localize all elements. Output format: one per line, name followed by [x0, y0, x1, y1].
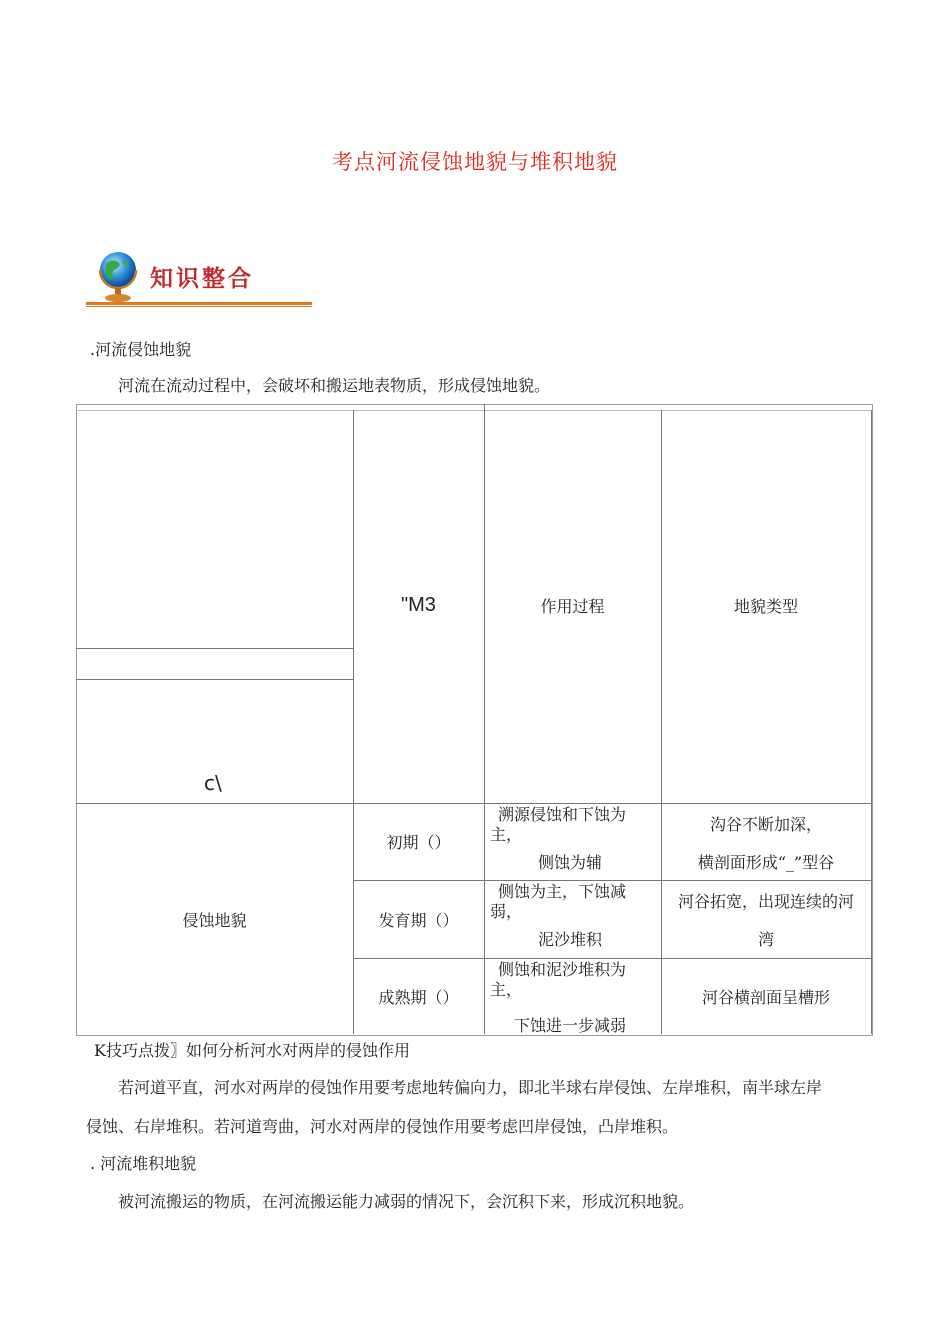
header-process: 作用过程: [540, 597, 605, 616]
stray-mark: c\: [204, 771, 222, 795]
stage-developing: 发育期（）: [378, 911, 459, 930]
type-early-line1: 沟谷不断加深，: [709, 815, 822, 834]
tip-line1: 若河道平直，河水对两岸的侵蚀作用要考虑地转偏向力，即北半球右岸侵蚀、左岸堆积，南半球左岸: [118, 1078, 823, 1097]
section1-heading: .河流侵蚀地貌: [90, 340, 192, 359]
table-rule: [76, 803, 872, 804]
landform-table: [76, 404, 873, 1036]
tip-heading: K技巧点拨〗如何分析河水对两岸的侵蚀作用: [94, 1041, 410, 1060]
process-early-line2: 主，: [490, 825, 523, 844]
process-early-line1: 溯源侵蚀和下蚀为: [498, 805, 627, 824]
tip-line2: 侵蚀、右岸堆积。若河道弯曲，河水对两岸的侵蚀作用要考虑凹岸侵蚀，凸岸堆积。: [86, 1117, 679, 1136]
type-developing-line1: 河谷拓宽，出现连续的河: [677, 892, 854, 911]
process-mature-line2: 主，: [490, 980, 523, 999]
stage-early: 初期（）: [386, 833, 451, 852]
table-col-rule: [353, 410, 354, 1034]
process-developing-line1: 侧蚀为主，下蚀减: [498, 882, 627, 901]
type-mature-line1: 河谷横剖面呈槽形: [701, 988, 830, 1007]
process-early-line3: 侧蚀为辅: [538, 853, 603, 872]
process-mature-line1: 侧蚀和泥沙堆积为: [498, 960, 627, 979]
section2-intro: 被河流搬运的物质，在河流搬运能力减弱的情况下，会沉积下来，形成沉积地貌。: [118, 1192, 695, 1211]
header-landform-type: 地貌类型: [733, 597, 798, 616]
section-banner: [86, 248, 312, 310]
page-title: 考点河流侵蚀地貌与堆积地貌: [332, 150, 618, 174]
type-developing-line2: 湾: [757, 930, 774, 949]
table-rule: [76, 648, 353, 649]
header-col2: "M3: [401, 594, 436, 616]
table-top-rule: [76, 410, 872, 411]
process-developing-line3: 泥沙堆积: [538, 930, 603, 949]
globe-icon: [92, 248, 144, 304]
stage-mature: 成熟期（）: [378, 988, 459, 1007]
table-col-rule: [871, 410, 872, 1034]
table-rule: [76, 679, 353, 680]
type-early-line2: 横剖面形成“_”型谷: [697, 853, 835, 872]
table-col-rule: [484, 404, 485, 1034]
banner-label: 知识整合: [150, 266, 254, 292]
banner-underline-thin: [86, 306, 312, 307]
section1-intro: 河流在流动过程中，会破坏和搬运地表物质，形成侵蚀地貌。: [118, 376, 551, 395]
process-developing-line2: 弱，: [490, 902, 523, 921]
row-group-label: 侵蚀地貌: [182, 911, 247, 930]
process-mature-line3: 下蚀进一步减弱: [514, 1016, 627, 1035]
section2-heading: . 河流堆积地貌: [90, 1154, 197, 1173]
banner-underline: [86, 302, 312, 305]
